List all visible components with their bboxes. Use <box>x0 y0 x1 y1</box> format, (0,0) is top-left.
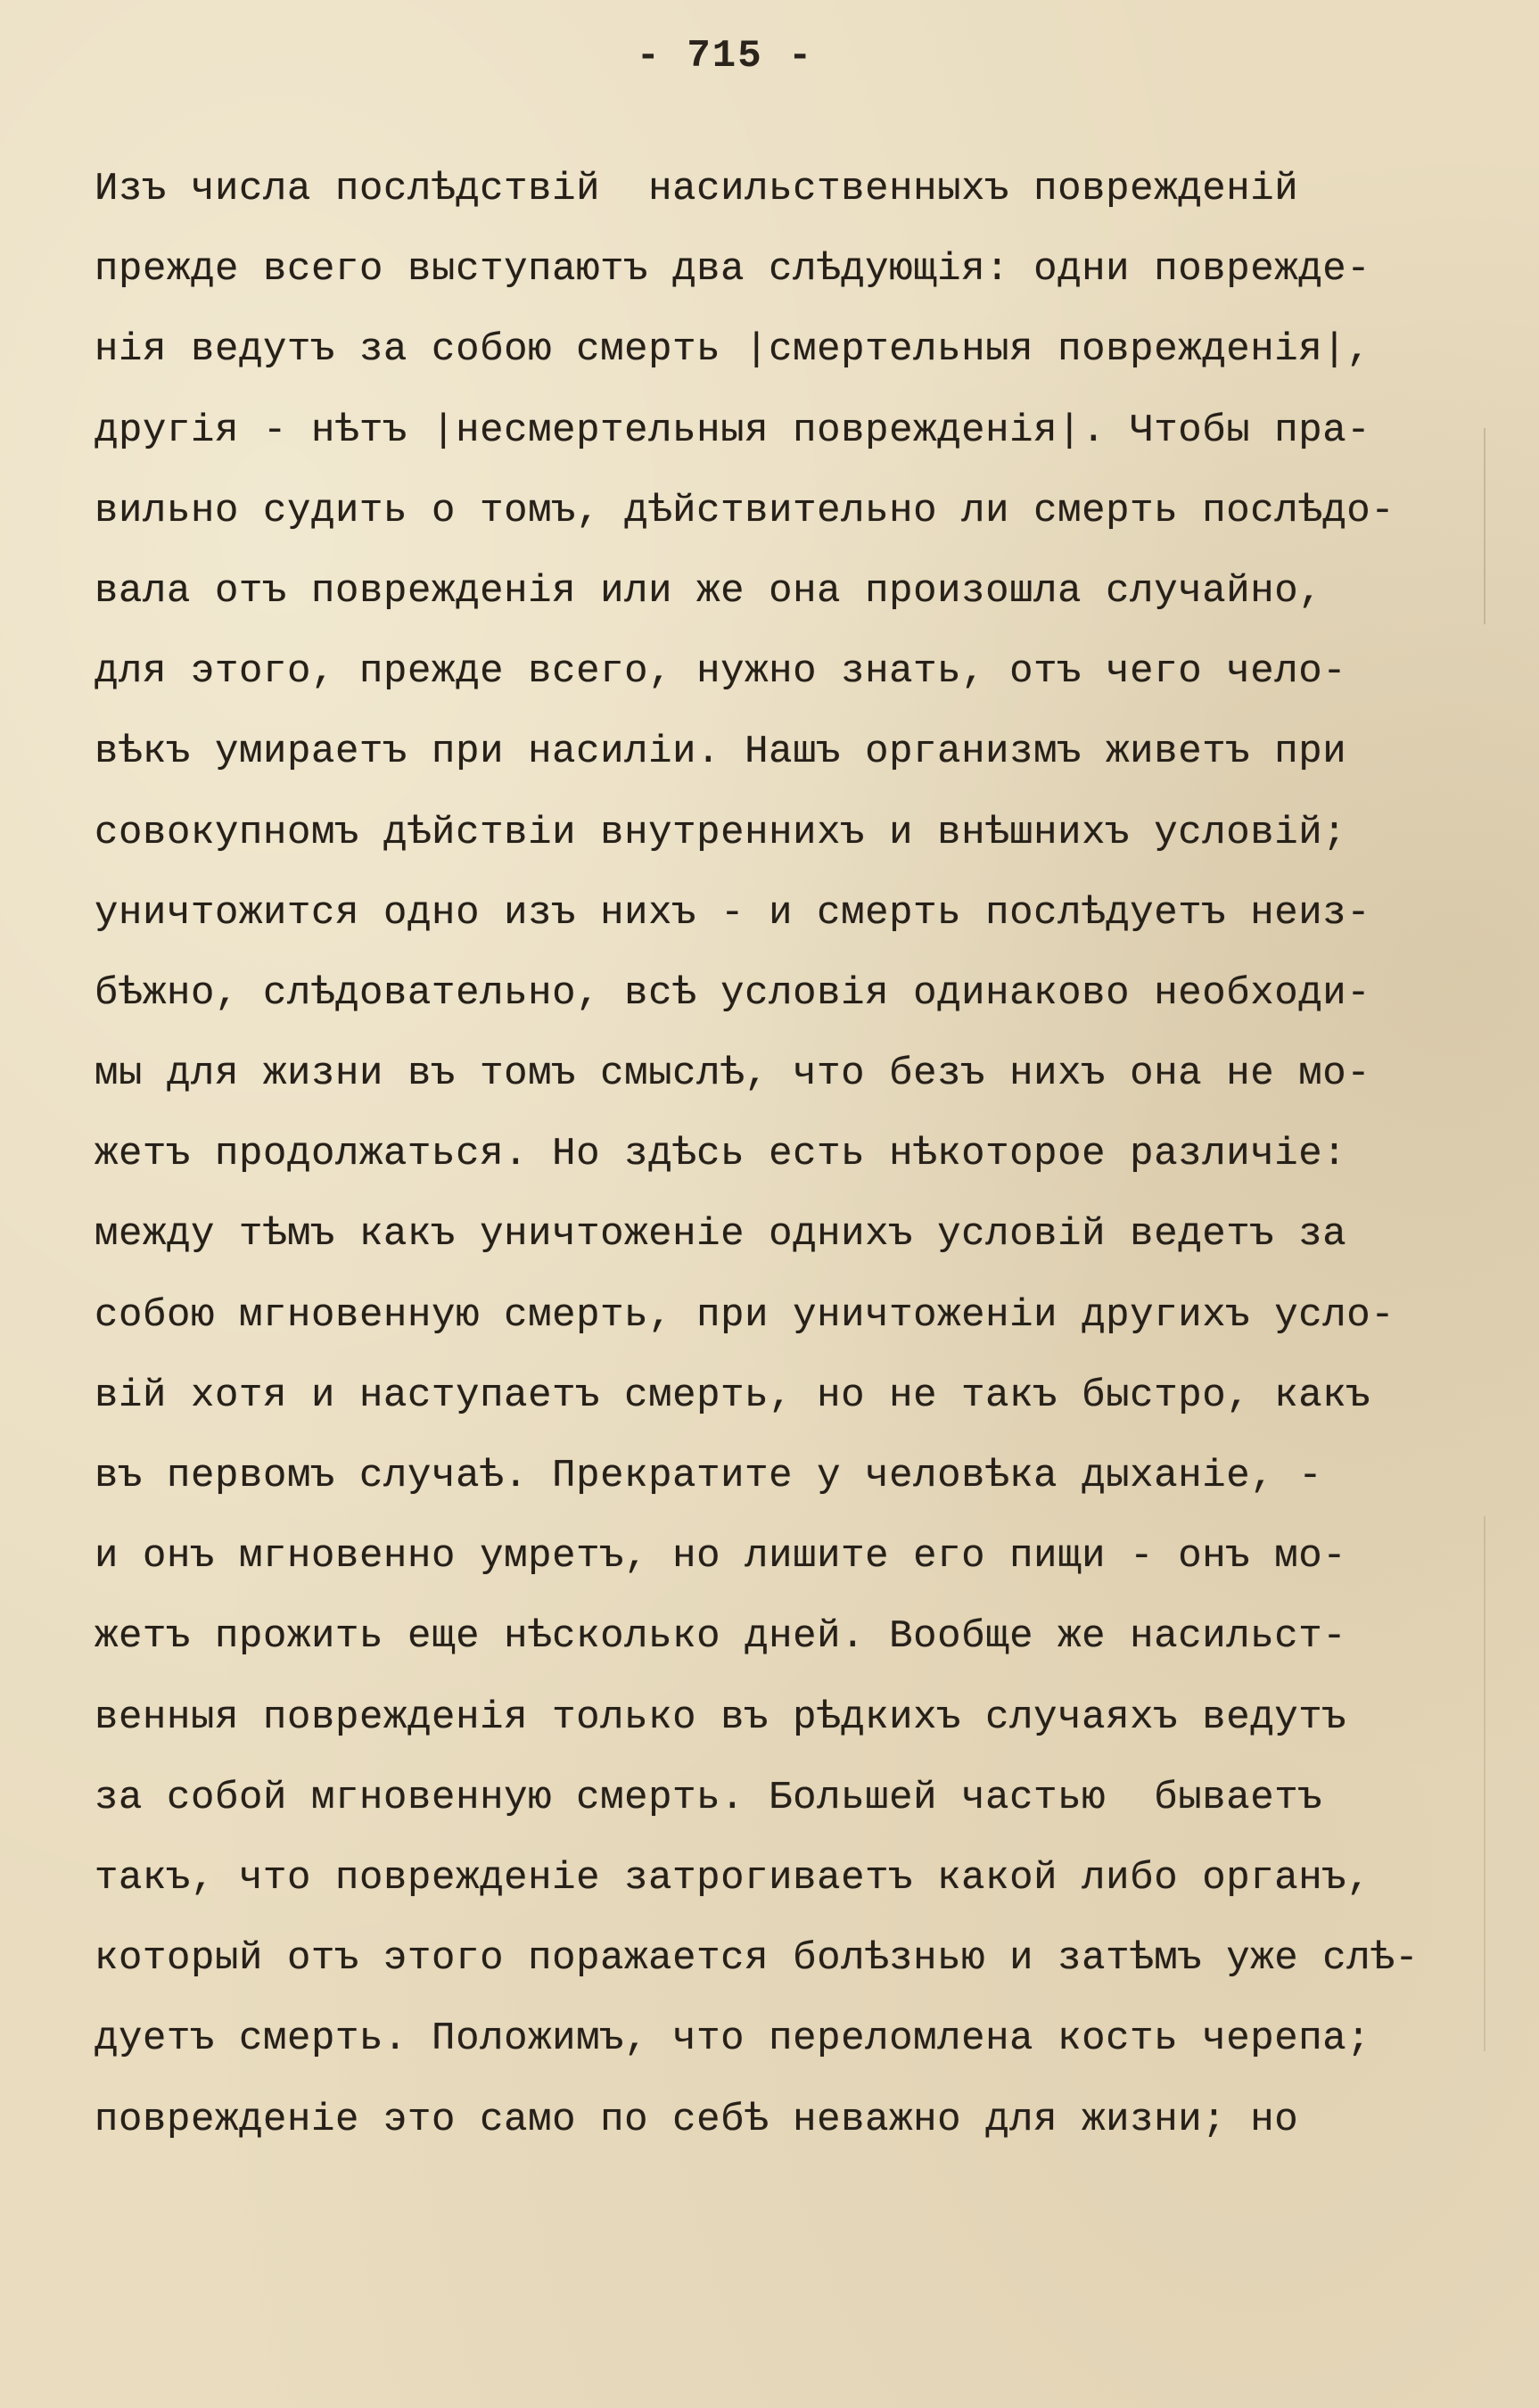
text-line: мы для жизни въ томъ смыслѣ, что безъ нихъ она не мо- <box>95 1051 1371 1097</box>
show-through-mark <box>1484 1516 1539 2051</box>
text-line: такъ, что поврежденiе затрогиваетъ какой либо органъ, <box>95 1855 1371 1901</box>
text-line: другiя - нѣтъ |несмертельныя поврежденiя|. Чтобы пра- <box>95 408 1371 453</box>
text-line: вѣкъ умираетъ при насилiи. Нашъ организмъ живетъ при <box>95 730 1347 775</box>
text-line: и онъ мгновенно умретъ, но лишите его пищи - онъ мо- <box>95 1534 1347 1579</box>
show-through-mark <box>1484 428 1539 624</box>
text-line: вала отъ поврежденiя или же она произошла случайно, <box>95 568 1323 614</box>
text-line: уничтожится одно изъ нихъ - и смерть послѣдуетъ неиз- <box>95 890 1371 936</box>
text-line: прежде всего выступаютъ два слѣдующiя: одни поврежде- <box>95 247 1371 293</box>
text-line: вильно судить о томъ, дѣйствительно ли смерть послѣдо- <box>95 488 1395 533</box>
page-number: - 715 - <box>636 34 814 78</box>
text-line: бѣжно, слѣдовательно, всѣ условiя одинаково необходи- <box>95 970 1371 1016</box>
text-line: нiя ведутъ за собою смерть |смертельныя поврежденiя|, <box>95 327 1371 373</box>
body-text <box>95 161 1450 2172</box>
text-line: собою мгновенную смерть, при уничтоженiи другихъ усло- <box>95 1292 1395 1338</box>
text-line: въ первомъ случаѣ. Прекратите у человѣка дыханiе, - <box>95 1454 1323 1498</box>
text-line: венныя поврежденiя только въ рѣдкихъ случаяхъ ведутъ <box>95 1695 1347 1740</box>
text-line: между тѣмъ какъ уничтоженiе однихъ условiй ведетъ за <box>95 1212 1347 1258</box>
text-line: жетъ продолжаться. Но здѣсь есть нѣкоторое различiе: <box>95 1132 1347 1177</box>
text-line: вiй хотя и наступаетъ смерть, но не такъ быстро, какъ <box>95 1373 1371 1418</box>
text-line: за собой мгновенную смерть. Большей частью бываетъ <box>95 1775 1323 1820</box>
text-line: жетъ прожить еще нѣсколько дней. Вообще же насильст- <box>95 1614 1347 1660</box>
text-line: совокупномъ дѣйствiи внутреннихъ и внѣшнихъ условiй; <box>95 810 1347 855</box>
text-line: дуетъ смерть. Положимъ, что переломлена кость черепа; <box>95 2016 1371 2062</box>
text-line: для этого, прежде всего, нужно знать, отъ чего чело- <box>95 649 1347 695</box>
text-line: поврежденiе это само по себѣ неважно для жизни; но <box>95 2097 1299 2142</box>
text-line: который отъ этого поражается болѣзнью и затѣмъ уже слѣ- <box>95 1936 1420 1982</box>
text-line: Изъ числа послѣдствiй насильственныхъ поврежденiй <box>95 167 1299 211</box>
